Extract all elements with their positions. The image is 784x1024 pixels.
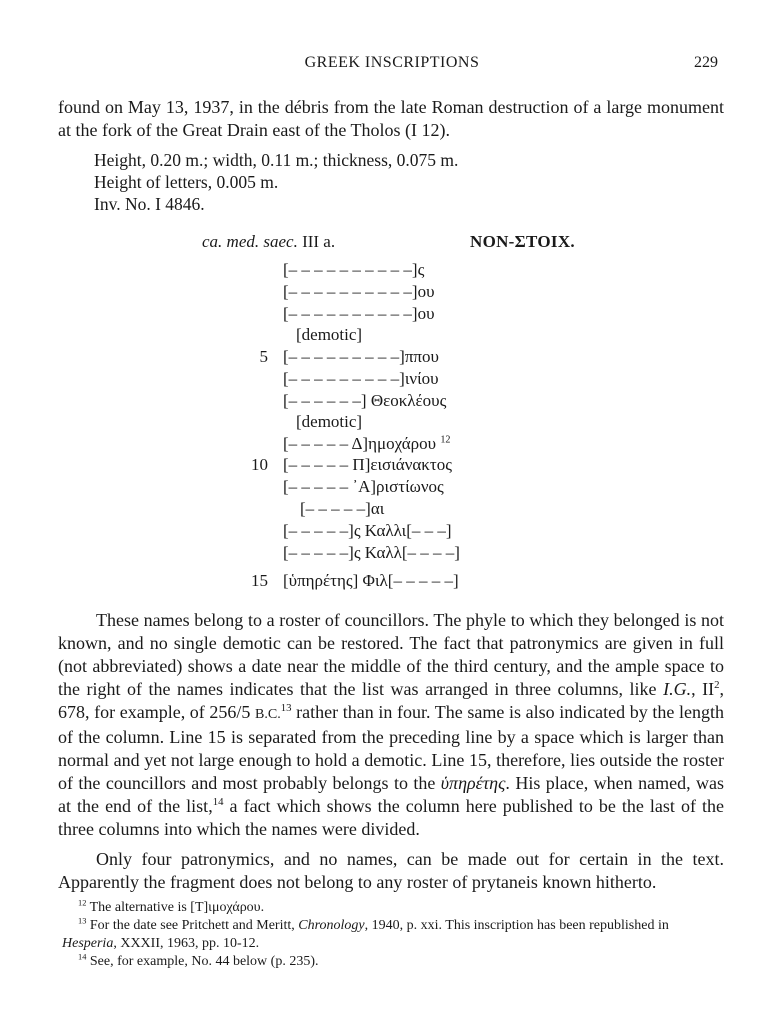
line-number: 5 [259,347,268,366]
inscription-line: [– – – – –]ς Καλλι[– – –] [283,521,452,540]
text-run: rather than in four. The same is also indicated by the length of the column. Line 15 is separated from the preceding line by a space which is larger than normal and yet not large enough to hold a demotic. Line 15, therefore, lies outside the roster of the councillors and most probably belongs to the [58,702,724,793]
dimensions-line: Height, 0.20 m.; width, 0.11 m.; thickness, 0.075 m. [94,150,459,170]
footnote-text: See, for example, No. 44 below (p. 235). [89,954,319,969]
inscription-line-text: [– – – – – Δ]ημοχάρου [283,434,437,453]
inscription-line: [– – – – – ᾽Α]ριστίωνος [283,477,444,496]
inscription-date [202,232,335,252]
text-run: These names belong to a roster of councillors. The phyle to which they belonged is not known, and no single demotic can be restored. The fact that patronymics are given in full (not abbreviated) shows a date near the middle of the third century, and the ample space to the right of the names indicates that the list was arranged in three columns, like [58,610,724,699]
footnote-number: 14 [78,952,87,962]
citation-title: Hesperia [62,935,114,951]
inscription-line: [– – – – – – – – – –]ου [283,282,435,301]
commentary-paragraph [58,609,724,841]
inscription-line: [– – – – – Π]εισιάνακτος [283,455,452,474]
inscription-line: [– – – – – – – – – –]ου [283,304,435,323]
inventory-number: Inv. No. I 4846. [94,194,205,214]
page-number: 229 [694,54,718,71]
inscription-line-9 [283,434,451,454]
footnote-ref: 13 [280,702,292,714]
inscription-line: [– – – – – – – – –]ινίου [283,369,439,388]
text-run: . His place, when named, was at the end of the list, [58,773,724,816]
footnote-ref: 14 [212,796,224,808]
text-run: a fact which shows the column here published to be the last of the three columns into which the names were divided. [58,796,725,839]
footnote-text: , 1940, p. xxi. This inscription has been republished in [364,918,669,933]
citation-ig: I.G. [663,679,692,699]
inscription-line: [– – – – –]ς Καλλ[– – – –] [283,543,460,562]
inscription-line: [ὑπηρέτης] Φιλ[– – – – –] [283,571,459,590]
date-italic: ca. med. saec. [202,232,298,251]
date-roman: III a. [302,232,336,251]
inscription-line: [demotic] [296,325,363,344]
line-number: 10 [251,455,268,474]
greek-term: ὑπηρέτης [440,773,506,793]
inscription-line: [– – – – – – – – – –]ς [283,260,425,279]
footnote-number: 12 [78,898,87,908]
footnote-12 [62,899,726,917]
footnote-ref: 12 [440,434,451,446]
line-number: 15 [251,571,268,590]
inscription-line: [demotic] [296,412,363,431]
intro-paragraph: found on May 13, 1937, in the débris from the late Roman destruction of a large monument at the fork of the Great Drain east of the Tholos (I 12). [58,97,724,140]
footnote-14 [62,953,726,971]
conclusion-paragraph: Only four patronymics, and no names, can be made out for certain in the text. Apparently the fragment does not belong to any roster of prytaneis known hitherto. [58,849,724,892]
inscription-line: [– – – – –]αι [300,499,385,518]
letter-height-line: Height of letters, 0.005 m. [94,172,279,192]
footnote-text: , XXXII, 1963, pp. 10-12. [113,935,260,951]
running-title: GREEK INSCRIPTIONS [304,54,480,71]
era-abbrev: B.C. [255,706,281,722]
footnote-text: The alternative is [Τ]ιμοχάρου. [89,900,265,915]
citation-title: Chronology [298,918,365,933]
inscription-line: [– – – – – –] Θεοκλέους [283,391,447,410]
footnote-13 [62,917,726,952]
inscription-line: [– – – – – – – – –]ππου [283,347,439,366]
stoich-label: NON-ΣΤΟΙΧ. [470,232,575,251]
footnote-number: 13 [78,916,87,926]
footnote-text: For the date see Pritchett and Meritt, [89,918,299,933]
superscript: 2 [714,679,720,691]
text-run: , 678, for example, of 256/5 [58,679,724,722]
text-run: , II [691,679,715,699]
